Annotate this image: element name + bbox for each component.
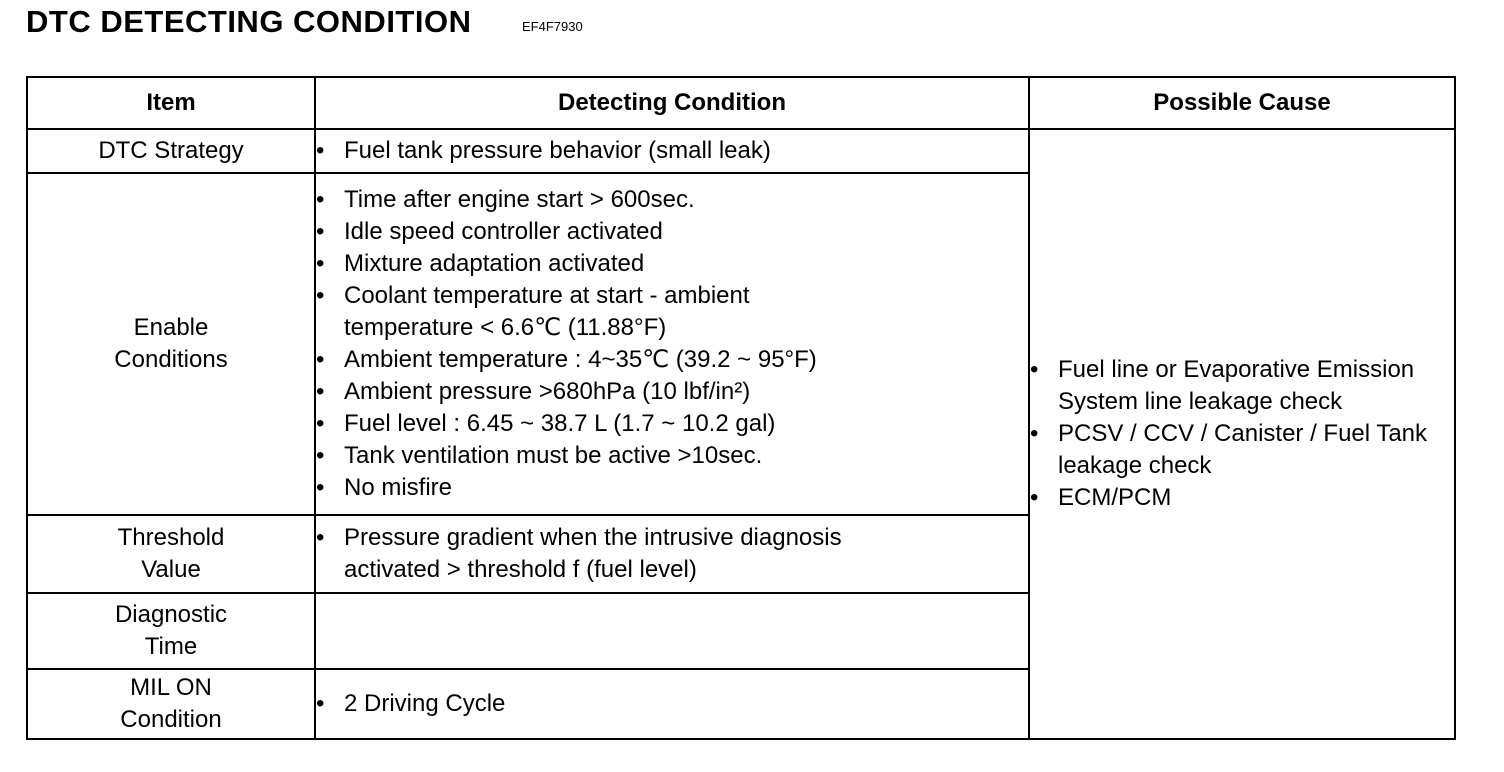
item-cell [27,515,315,593]
condition-cell [315,593,1029,669]
item-cell [27,593,315,669]
cause-item: • Fuel line or Evaporative Emission System line leakage check [1030,354,1454,418]
item-label: Condition [120,706,222,733]
condition-item: • Tank ventilation must be active >10sec. [316,440,1028,472]
cause-item: • ECM/PCM [1030,482,1454,514]
document-code: EF4F7930 [522,19,583,34]
item-label: MIL ON [130,674,212,701]
condition-cell [315,515,1029,593]
condition-item: • 2 Driving Cycle [316,688,1028,720]
item-cell [27,129,315,173]
condition-cell [315,129,1029,173]
condition-item: • Fuel level : 6.45 ~ 38.7 L (1.7 ~ 10.2 gal) [316,408,1028,440]
condition-item: • Ambient temperature : 4~35℃ (39.2 ~ 95°F) [316,344,1028,376]
condition-item: • Time after engine start > 600sec. [316,184,1028,216]
condition-item: • Mixture adaptation activated [316,248,1028,280]
item-label: Time [144,633,198,660]
condition-item: • No misfire [316,472,1028,504]
condition-item: • Idle speed controller activated [316,216,1028,248]
cause-item: • PCSV / CCV / Canister / Fuel Tank leakage check [1030,418,1454,482]
header-detecting-condition: Detecting Condition [315,77,1029,129]
item-label: Diagnostic [114,601,228,628]
item-label: Threshold [117,524,225,551]
header-possible-cause: Possible Cause [1029,77,1455,129]
item-label: Value [141,556,201,583]
item-cell [27,669,315,739]
condition-item: • Pressure gradient when the intrusive diagnosis activated > threshold f (fuel level) [316,522,944,586]
item-label: Conditions [114,346,228,373]
table-header-row [27,77,1455,129]
page-title: DTC DETECTING CONDITION [26,4,472,39]
item-cell [27,173,315,515]
condition-cell [315,669,1029,739]
condition-item: • Fuel tank pressure behavior (small leak) [316,135,1028,167]
condition-item: • Ambient pressure >680hPa (10 lbf/in²) [316,376,1028,408]
dtc-table [26,76,1456,740]
possible-cause-cell [1029,129,1455,739]
item-label: Enable [133,314,209,341]
header-item: Item [27,77,315,129]
condition-item: • Coolant temperature at start - ambient temperature < 6.6℃ (11.88°F) [316,280,844,344]
table-row [27,129,1455,173]
item-label: DTC Strategy [98,137,244,164]
condition-cell [315,173,1029,515]
